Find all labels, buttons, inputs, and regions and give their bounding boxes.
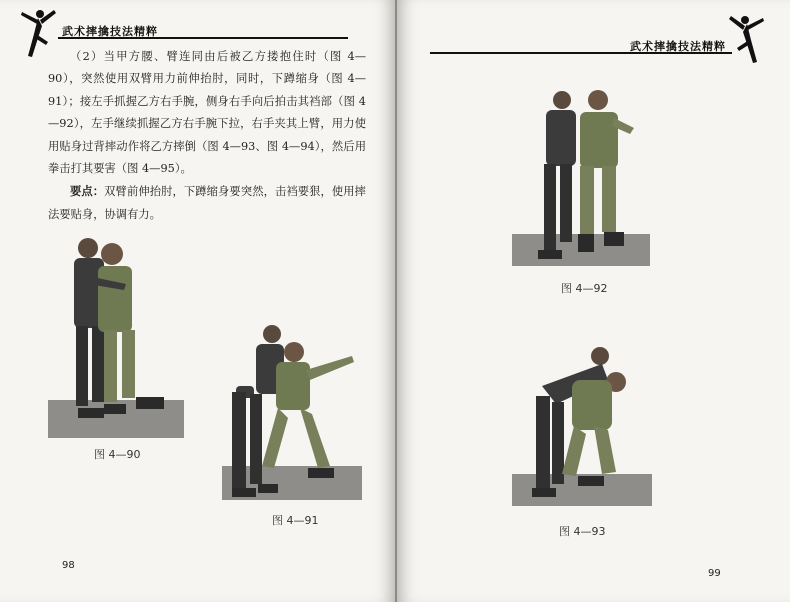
paragraph: （2）当甲方腰、臂连同由后被乙方搂抱住时（图 4—90），突然使用双臂用力前伸抬肘，同时，下蹲缩身（图 4—91）；接左手抓握乙方右手腕，侧身右手向后拍击其裆部（图 4—92），左手继续抓握乙方右手腕下拉，右手夹其上臂，用力使用贴身过背摔动作将乙方摔倒（图 4—93、图 4—94），然后用拳击打其要害（图 4—95）。 (48, 50, 366, 176)
page-number: 99 (708, 568, 721, 579)
figure-caption: 图 4—91 (272, 514, 319, 527)
figure-4-93-photo (512, 346, 652, 506)
key-point-paragraph (48, 180, 366, 226)
running-header: 武术摔擒技法精粹 (630, 40, 726, 53)
figure-caption: 图 4—92 (561, 282, 608, 295)
figure-4-92-photo (512, 88, 650, 266)
figure-4-90-photo (48, 232, 184, 438)
figure-caption: 图 4—93 (559, 525, 606, 538)
kicking-figure-logo-icon (727, 14, 767, 70)
figure-4-91-photo (222, 322, 362, 500)
key-point-text: 双臂前伸抬肘，下蹲缩身要突然，击裆要狠，使用摔法要贴身，协调有力。 (48, 185, 366, 221)
figure-caption: 图 4—90 (94, 448, 141, 461)
right-page (397, 0, 790, 602)
running-header: 武术摔擒技法精粹 (62, 25, 158, 38)
key-point-label: 要点： (70, 184, 105, 199)
page-number: 98 (62, 560, 75, 571)
body-text (48, 46, 366, 226)
